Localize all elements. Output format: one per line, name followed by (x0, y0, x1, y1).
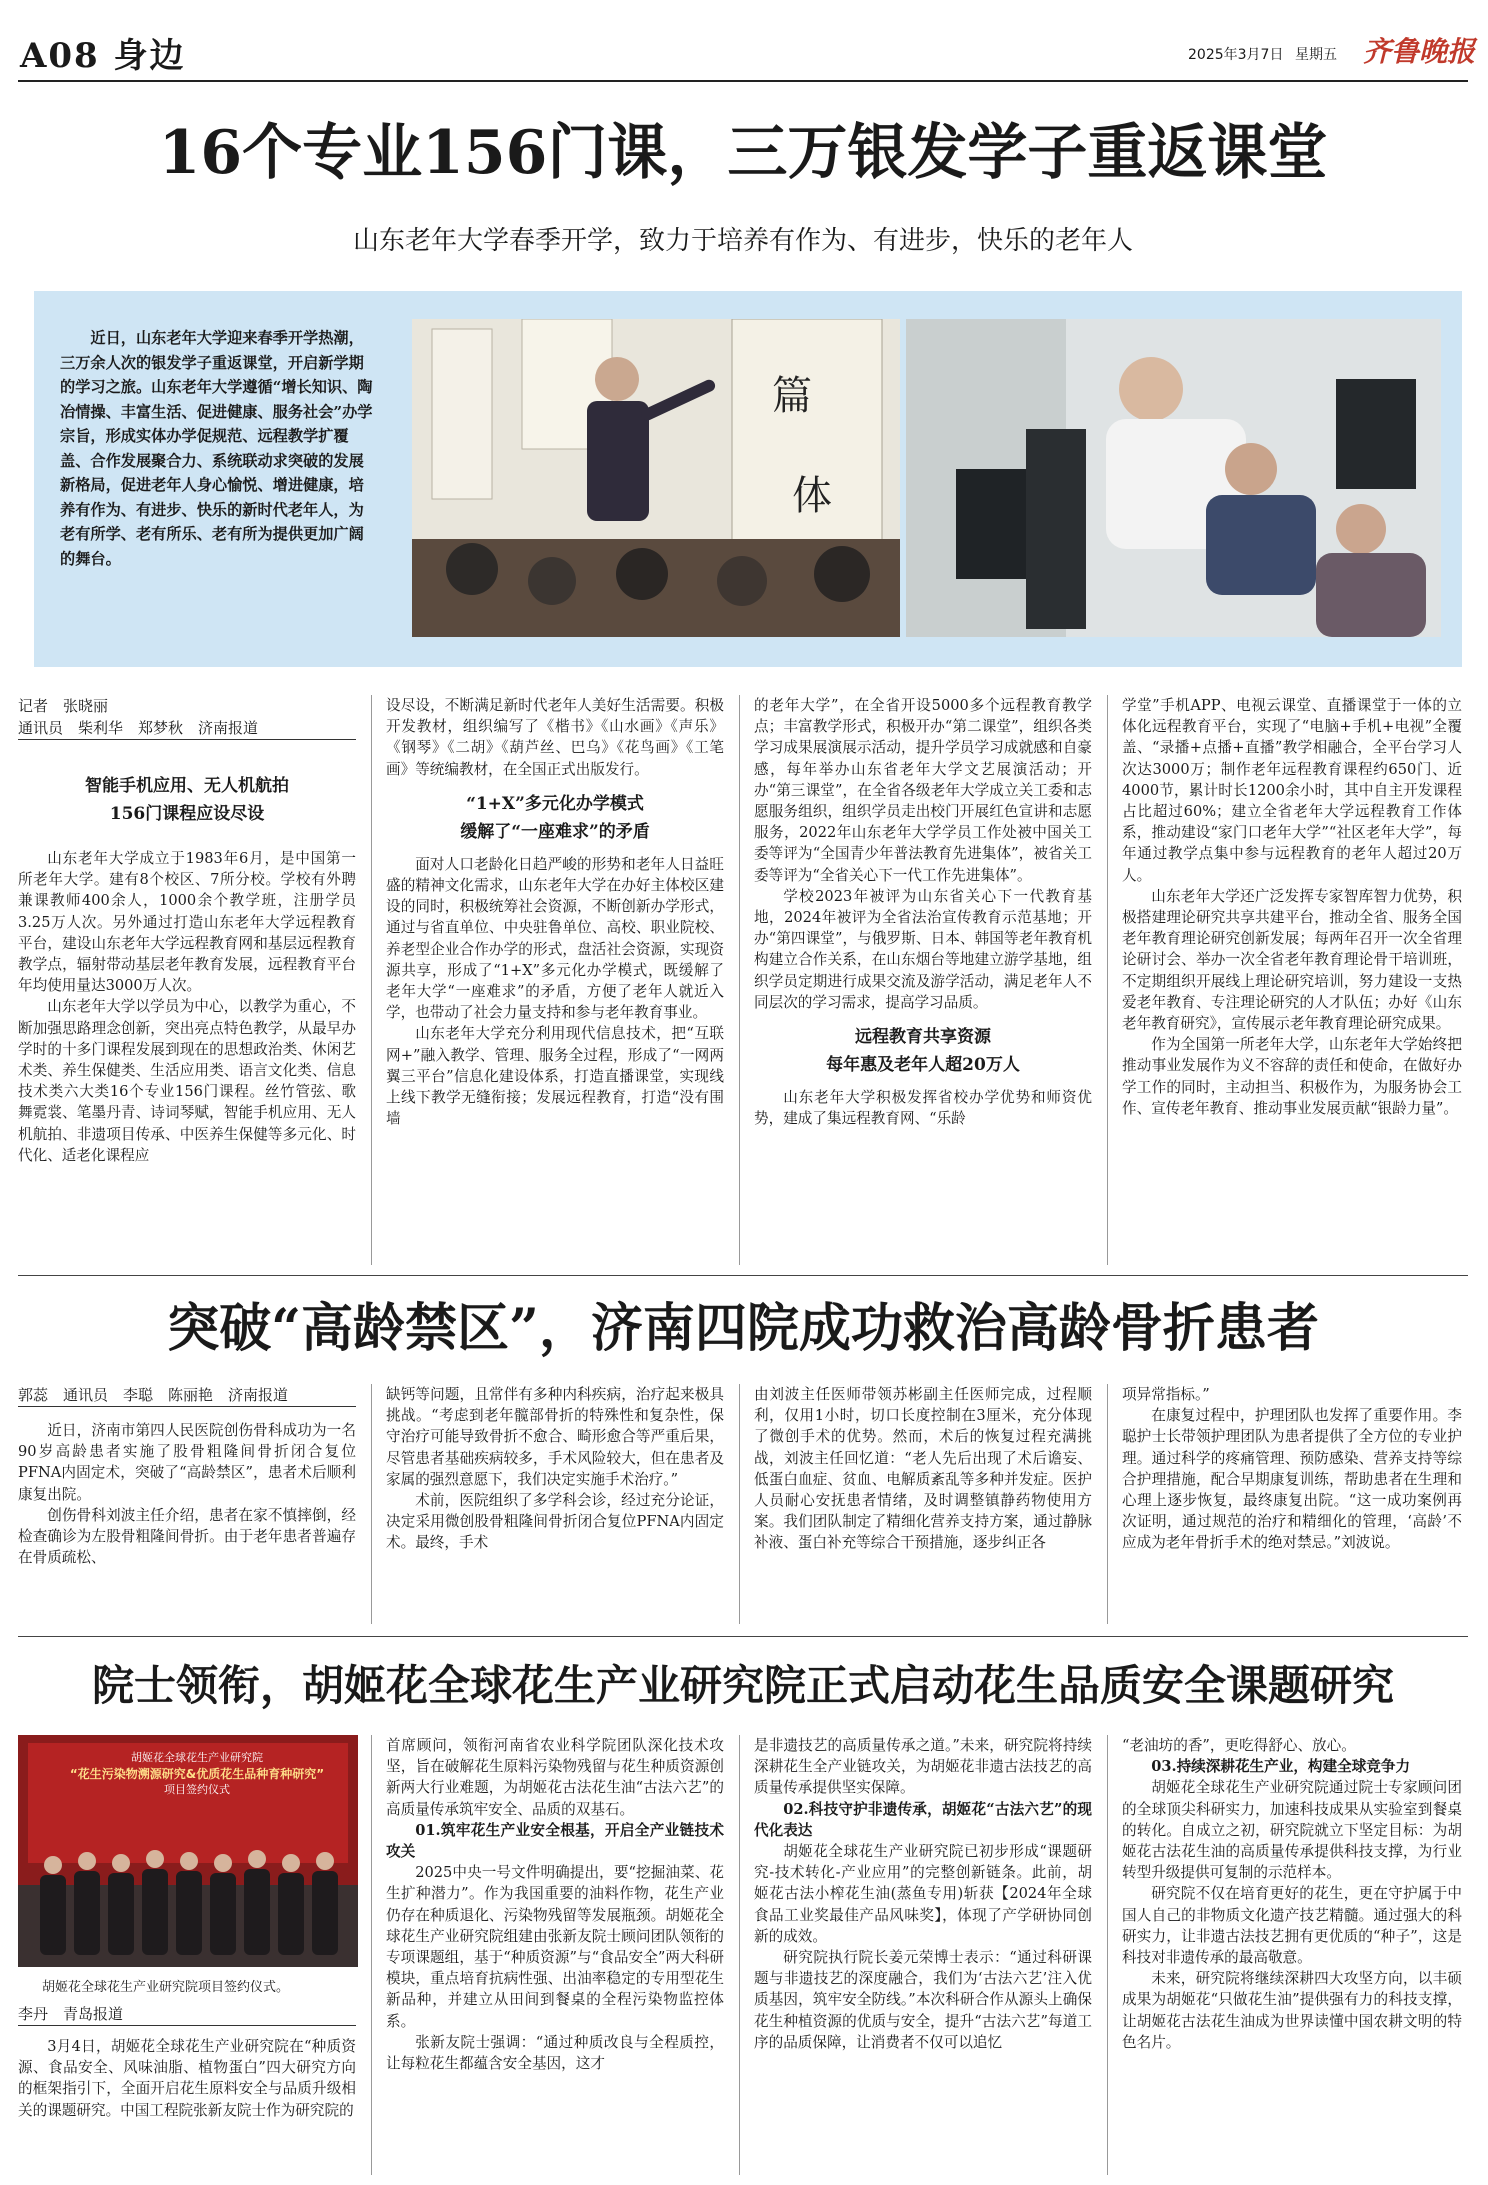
issue-date: 2025年3月7日 (1188, 47, 1284, 63)
article1-headline: 16个专业156门课，三万银发学子重返课堂 (158, 118, 1328, 188)
paragraph: 是非遗技艺的高质量传承之道。”未来，研究院将持续深耕花生全产业链攻关，为胡姬花非遗古法技艺的高质量传承提供坚实保障。 (754, 1737, 1092, 1797)
section-heading: 03.持续深耕花生产业，构建全球竞争力 (1151, 1758, 1411, 1776)
paragraph: 由刘波主任医师带领苏彬副主任医师完成，过程顺利，仅用1小时，切口长度控制在3厘米，充分体现了微创手术的优势。然而，术后的恢复过程充满挑战，刘波主任回忆道：“老人先后出现了术后谵妄、低蛋白血症、贫血、电解质紊乱等多种并发症。医护人员耐心安抚患者情绪，及时调整镇静药物使用方案。我们团队制定了精细化营养支持方案，通过静脉补液、蛋白补充等综合干预措施，逐步纠正各 (754, 1386, 1092, 1552)
photo-banner-text (52, 1750, 342, 1798)
article1-subhead-1-line1: 智能手机应用、无人机航拍 (85, 776, 289, 796)
paragraph: 的老年大学”，在全省开设5000多个远程教育教学点；丰富教学形式，积极开办“第二课堂”，组织各类学习成果展演展示活动，提升学员学习成就感和自豪感，每年举办山东省老年大学文艺展演活动；开办“第三课堂”，在全省各级老年大学成立关工委和志愿服务组织，组织学员走出校门开展红色宣讲和志愿服务，2022年山东老年大学学员工作处被中国关工委等评为“全国青少年普法教育先进集体”，被省关工委等评为“全省关心下一代工作先进集体”。 (754, 697, 1092, 884)
column-divider (739, 1384, 740, 1624)
article1-subhead-2-line1: “1+X”多元化办学模式 (466, 793, 644, 814)
article1-intro: 近日，山东老年大学迎来春季开学热潮，三万余人次的银发学子重返课堂，开启新学期的学习之旅。山东老年大学遵循“增长知识、陶冶情操、丰富生活、促进健康、服务社会”办学宗旨，形成实体办学促规范、远程教学扩覆盖、合作发展聚合力、系统联动求突破的发展新格局，促进老年人身心愉悦、增进健康，培养有作为、有进步、快乐的新时代老年人，为老有所学、老有所乐、老有所为提供更加广阔的舞台。 (60, 329, 373, 568)
paragraph: 缺钙等问题，且常伴有多种内科疾病，治疗起来极具挑战。“考虑到老年髋部骨折的特殊性和复杂性，保守治疗可能导致骨折不愈合、畸形愈合等严重后果，尽管患者基础疾病较多，手术风险较大，但在患者及家属的强烈意愿下，我们决定实施手术治疗。” (386, 1386, 724, 1488)
paragraph: 未来，研究院将继续深耕四大攻坚方向，以丰硕成果为胡姬花“只做花生油”提供强有力的科技支撑，让胡姬花古法花生油成为世界读懂中国农耕文明的特色名片。 (1122, 1970, 1462, 2051)
paragraph: 作为全国第一所老年大学，山东老年大学始终把推动事业发展作为义不容辞的责任和使命，在做好办学工作的同时，主动担当、积极作为，为服务协会工作、宣传老年教育、推动事业发展贡献“银龄力量”。 (1122, 1036, 1462, 1117)
article1-subhead-3-line2: 每年惠及老年人超20万人 (826, 1055, 1020, 1076)
article1-reporter: 记者 张晓丽 (18, 697, 109, 715)
paragraph: 近日，济南市第四人民医院创伤骨科成功为一名90岁高龄患者实施了股骨粗隆间骨折闭合复位PFNA内固定术，突破了“高龄禁区”，患者术后顺利康复出院。 (18, 1422, 356, 1503)
article1-subhead-2 (386, 790, 724, 846)
article1-subhead-1-line2: 156门课程应设尽设 (109, 804, 265, 824)
article1-subhead-3 (754, 1023, 1092, 1079)
article2-col2 (386, 1384, 724, 1554)
paragraph: 山东老年大学还广泛发挥专家智库智力优势，积极搭建理论研究共享共建平台，推动全省、服务全国老年教育理论研究创新发展；每两年召开一次全省理论研讨会、举办一次全省老年教育理论骨干培训班，不定期组织开展线上理论研究培训，努力建设一支热爱老年教育、专注理论研究的人才队伍；办好《山东老年教育研究》，宣传展示老年教育理论研究成果。 (1122, 887, 1462, 1033)
paragraph: 研究院不仅在培育更好的花生，更在守护属于中国人自己的非物质文化遗产技艺精髓。通过强大的科研实力，让非遗古法技艺拥有更优质的“种子”，这是科技对非遗传承的最高敬意。 (1122, 1885, 1462, 1967)
article3-headline: 院士领衔，胡姬花全球花生产业研究院正式启动花生品质安全课题研究 (91, 1661, 1394, 1710)
paragraph: 设尽设，不断满足新时代老年人美好生活需要。积极开发教材，组织编写了《楷书》《山水画》《声乐》《钢琴》《二胡》《葫芦丝、巴乌》《花鸟画》《工笔画》等统编教材，在全国正式出版发行。 (386, 697, 724, 778)
issue-weekday: 星期五 (1295, 47, 1337, 63)
article3-col3 (754, 1735, 1092, 2053)
svg-text:篇: 篇 (772, 373, 812, 419)
paragraph: 胡姬花全球花生产业研究院通过院士专家顾问团的全球顶尖科研实力，加速科技成果从实验室到餐桌的转化。自成立之初，研究院就立下坚定目标：为胡姬花古法花生油的高质量传承提供科技支撑，为行业转型升级提供可复制的示范样本。 (1122, 1779, 1462, 1882)
article3-col2 (386, 1735, 724, 2074)
paragraph: 山东老年大学以学员为中心，以教学为重心，不断加强思路理念创新，突出亮点特色教学，从最早办学时的十多门课程发展到现在的思想政治类、休闲艺术类、养生保健类、生活应用类、语言文化类、信息技术类六大类16个专业156门课程。丝竹管弦、歌舞霓裳、笔墨丹青、诗词琴赋，智能手机应用、无人机航拍、非遗项目传承、中医养生保健等多元化、时代化、适老化课程应 (18, 998, 356, 1164)
paragraph: 在康复过程中，护理团队也发挥了重要作用。李聪护士长带领护理团队为患者提供了全方位的专业护理。通过科学的疼痛管理、预防感染、营养支持等综合护理措施，配合早期康复训练，帮助患者在生理和心理上逐步恢复，最终康复出院。“这一成功案例再次证明，通过规范的治疗和精细化的管理，‘高龄’不应成为老年骨折手术的绝对禁忌。”刘波说。 (1122, 1407, 1462, 1552)
column-divider (371, 695, 372, 1265)
section-divider (18, 1636, 1468, 1637)
paragraph: “老油坊的香”，更吃得舒心、放心。 (1122, 1737, 1356, 1754)
article3-byline: 李丹 青岛报道 (18, 2003, 356, 2026)
article1-subhead-2-line2: 缓解了“一座难求”的矛盾 (460, 821, 650, 842)
section-heading: 02.科技守护非遗传承，胡姬花“古法六艺”的现代化表达 (754, 1800, 1092, 1839)
paragraph: 学堂”手机APP、电视云课堂、直播课堂于一体的立体化远程教育平台，实现了“电脑+手机+电视”全覆盖、“录播+点播+直播”教学相融合，全平台学习人次达3000万；制作老年远程教育课程约650门、近4000节，累计时长1200余小时，其中自主开发课程占比超过60%；建立全省老年大学远程教育工作体系，推动建设“家门口老年大学”“社区老年大学”，每年通过教学点集中参与远程教育的老年人超过20万人。 (1122, 697, 1462, 884)
article1-col3 (754, 695, 1092, 1129)
paragraph: 3月4日，胡姬花全球花生产业研究院在“种质资源、食品安全、风味油脂、植物蛋白”四大研究方向的框架指引下，全面开启花生原料安全与品质升级相关的课题研究。中国工程院张新友院士作为研究院的 (18, 2038, 356, 2119)
newspaper-logo: 齐鲁晚报 (1363, 35, 1476, 68)
article2-headline: 突破“高龄禁区”，济南四院成功救治高龄骨折患者 (167, 1298, 1319, 1359)
section-heading: 01.筑牢花生产业安全根基，开启全产业链技术攻关 (386, 1821, 724, 1861)
paragraph: 首席顾问，领衔河南省农业科学院团队深化技术攻坚，旨在破解花生原料污染物残留与花生种质资源创新两大行业难题，为胡姬花古法花生油“古法六艺”的高质量传承筑牢安全、品质的双基石。 (386, 1737, 724, 1818)
paragraph: 项异常指标。” (1122, 1386, 1210, 1403)
column-divider (739, 695, 740, 1265)
paragraph: 张新友院士强调：“通过种质改良与全程质控，让每粒花生都蕴含安全基因，这才 (386, 2033, 724, 2073)
column-divider (1107, 695, 1108, 1265)
column-divider (1107, 1384, 1108, 1624)
paragraph: 2025中央一号文件明确提出，要“挖掘油菜、花生扩种潜力”。作为我国重要的油料作物，花生产业仍存在种质退化、污染物残留等发展瓶颈。胡姬花全球花生产业研究院组建由张新友院士顾问团队领衔的专项课题组，基于“种质资源”与“食品安全”两大科研模块，重点培育抗病性强、出油率稳定的专用型花生新品种，并建立从田间到餐桌的全程污染物监控体系。 (386, 1864, 724, 2030)
section-divider (18, 1275, 1468, 1276)
paragraph: 面对人口老龄化日趋严峻的形势和老年人日益旺盛的精神文化需求，山东老年大学在办好主体校区建设的同时，积极统筹社会资源，不断创新办学形式，通过与省直单位、中央驻鲁单位、高校、职业院校、养老型企业合作办学的形式，盘活社会资源，实现资源共享，形成了“1+X”多元化办学模式，既缓解了老年大学“一座难求”的矛盾，方便了老年人就近入学，也带动了社会力量支持和参与老年教育事业。 (386, 855, 724, 1022)
svg-text:体: 体 (792, 473, 832, 519)
article1-col2 (386, 695, 724, 1129)
paragraph: 研究院执行院长姜元荣博士表示：“通过科研课题与非遗技艺的深度融合，我们为‘古法六艺’注入优质基因，筑牢安全防线。”本次科研合作从源头上确保花生种植资源的优质与安全，提升“古法六艺”每道工序的品质保障，让消费者不仅可以追忆 (754, 1949, 1092, 2051)
paragraph: 胡姬花全球花生产业研究院已初步形成“课题研究-技术转化-产业应用”的完整创新链条。此前，胡姬花古法小榨花生油(蒸鱼专用)斩获【2024年全球食品工业奖最佳产品风味奖】，体现了产学研协同创新的成效。 (754, 1843, 1092, 1945)
column-divider (1107, 1735, 1108, 2175)
banner-line: 胡姬花全球花生产业研究院 (131, 1751, 263, 1764)
article2-byline: 郭蕊 通讯员 李聪 陈丽艳 济南报道 (18, 1384, 356, 1407)
classroom-calligraphy-photo (412, 319, 900, 637)
article1-subhead-3-line1: 远程教育共享资源 (855, 1027, 991, 1048)
article2-col4 (1122, 1384, 1462, 1554)
paragraph: 学校2023年被评为山东省关心下一代教育基地，2024年被评为全省法治宣传教育示范基地；开办“第四课堂”，与俄罗斯、日本、韩国等老年教育机构建立合作关系，在山东烟台等地建立游学基地，组织学员定期进行成果交流及游学活动，满足老年人不同层次的学习需求，提高学习品质。 (754, 887, 1092, 1011)
paragraph: 创伤骨科刘波主任介绍，患者在家不慎摔倒，经检查确诊为左股骨粗隆间骨折。由于老年患者普遍存在骨质疏松、 (18, 1506, 356, 1567)
banner-line: 项目签约仪式 (164, 1783, 230, 1796)
article3-col4 (1122, 1735, 1462, 2053)
article1-byline (18, 695, 356, 740)
banner-line: “花生污染物溯源研究&优质花生品种育种研究” (69, 1767, 325, 1781)
article1-subhead-1 (18, 772, 356, 828)
article1-col1 (18, 848, 356, 1166)
article2-col1 (18, 1420, 356, 1568)
paragraph: 山东老年大学充分利用现代信息技术，把“互联网+”融入教学、管理、服务全过程，形成了“一网两翼三平台”信息化建设体系，打造直播课堂，实现线上线下教学无缝衔接；发展远程教育，打造“没有围墙 (386, 1025, 724, 1128)
article1-col4 (1122, 695, 1462, 1119)
article3-col1 (18, 2036, 356, 2121)
article1-correspondents: 通讯员 柴利华 郑梦秋 济南报道 (18, 717, 356, 740)
article1-subtitle: 山东老年大学春季开学，致力于培养有作为、有进步，快乐的老年人 (352, 226, 1133, 256)
column-divider (371, 1384, 372, 1624)
computer-class-photo (906, 319, 1441, 637)
photo-caption: 胡姬花全球花生产业研究院项目签约仪式。 (42, 1980, 290, 1995)
article2-col3 (754, 1384, 1092, 1554)
column-divider (739, 1735, 740, 2175)
paragraph: 术前，医院组织了多学科会诊，经过充分论证，决定采用微创股骨粗隆间骨折闭合复位PFNA内固定术。最终，手术 (386, 1492, 724, 1552)
paragraph: 山东老年大学成立于1983年6月，是中国第一所老年大学。建有8个校区、7所分校。学校有外聘兼课教师400余人，1000余个教学班，注册学员3.25万人次。另外通过打造山东老年大学远程教育平台，建设山东老年大学远程教育网和基层远程教育教学点，辐射带动基层老年教育发展，远程教育平台年均使用量达3000万人次。 (18, 850, 356, 995)
header-rule (18, 80, 1468, 82)
section-label: A08 身边 (20, 36, 186, 76)
paragraph: 山东老年大学积极发挥省校办学优势和师资优势，建成了集远程教育网、“乐龄 (754, 1089, 1092, 1128)
column-divider (371, 1735, 372, 2175)
